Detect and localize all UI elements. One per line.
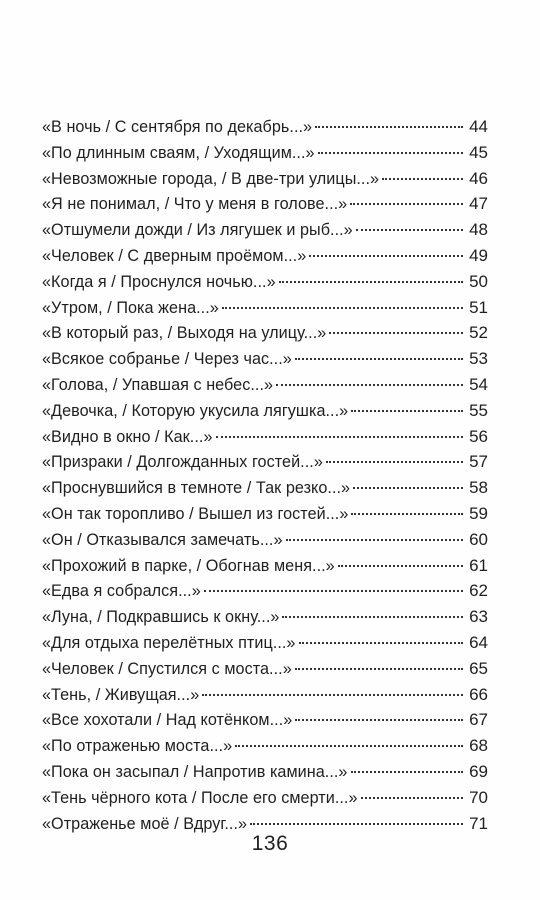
toc-dot-leader <box>204 590 463 592</box>
toc-entry-page-number: 58 <box>469 478 488 498</box>
toc-dot-leader <box>309 255 463 257</box>
toc-dot-leader <box>295 719 463 721</box>
toc-entry <box>42 140 488 166</box>
toc-entry <box>42 243 488 269</box>
toc-entry <box>42 217 488 243</box>
toc-entry-page-number: 44 <box>469 117 488 136</box>
toc-entry-title: «Видно в окно / Как...» <box>42 427 213 446</box>
toc-entry-title: «Отраженье моё / Вдруг...» <box>42 814 248 833</box>
toc-entry-title: «Он / Отказывался замечать...» <box>42 530 283 549</box>
toc-entry <box>42 682 488 708</box>
toc-entry-page-number: 59 <box>469 503 488 523</box>
toc-entry-page-number: 57 <box>469 452 488 472</box>
toc-entry-title: «Невозможные города, / В две-три улицы...» <box>42 169 380 188</box>
toc-entry-page-number: 65 <box>469 658 488 678</box>
toc-dot-leader <box>338 565 463 567</box>
toc-dot-leader <box>295 358 463 360</box>
toc-entry <box>42 398 488 424</box>
toc-dot-leader <box>235 745 463 747</box>
toc-entry-title: «Едва я собрался...» <box>42 582 201 601</box>
toc-entry-title: «Когда я / Проснулся ночью...» <box>42 272 276 291</box>
toc-entry-title: «Всякое собранье / Через час...» <box>42 350 292 369</box>
toc-dot-leader <box>286 539 463 541</box>
toc-dot-leader <box>279 281 463 283</box>
toc-entry-title: «По длинным сваям, / Уходящим...» <box>42 143 315 162</box>
toc-entry <box>42 372 488 398</box>
toc-entry-page-number: 68 <box>469 736 488 756</box>
toc-entry-title: «Человек / Спустился с моста...» <box>42 659 292 678</box>
toc-entry <box>42 707 488 733</box>
toc-entry-title: «Луна, / Подкравшись к окну...» <box>42 608 280 627</box>
toc-entry-title: «Человек / С дверным проёмом...» <box>42 246 307 265</box>
toc-dot-leader <box>353 487 463 489</box>
toc-dot-leader <box>326 461 463 463</box>
toc-entry <box>42 553 488 579</box>
toc-entry <box>42 191 488 217</box>
toc-entry-title: «Прохожий в парке, / Обогнав меня...» <box>42 556 335 575</box>
toc-dot-leader <box>299 642 464 644</box>
toc-entry-title: «Я не понимал, / Что у меня в голове...» <box>42 195 348 214</box>
toc-entry-title: «Он так торопливо / Вышел из гостей...» <box>42 504 349 523</box>
toc-entry-page-number: 48 <box>469 220 488 240</box>
toc-entry-title: «Девочка, / Которую укусила лягушка...» <box>42 401 349 420</box>
toc-entry-title: «Проснувшийся в темноте / Так резко...» <box>42 479 351 498</box>
toc-entry-page-number: 52 <box>469 323 488 343</box>
table-of-contents <box>42 114 488 836</box>
toc-entry-page-number: 53 <box>469 349 488 369</box>
toc-dot-leader <box>351 771 464 773</box>
toc-entry-title: «В ночь / С сентября по декабрь...» <box>42 118 313 136</box>
toc-entry <box>42 114 488 140</box>
toc-entry-page-number: 54 <box>469 374 488 394</box>
toc-dot-leader <box>216 436 463 438</box>
toc-dot-leader <box>351 513 463 515</box>
toc-entry-page-number: 67 <box>469 710 488 730</box>
toc-entry <box>42 733 488 759</box>
toc-entry-page-number: 47 <box>469 194 488 214</box>
toc-entry-title: «Все хохотали / Над котёнком...» <box>42 711 293 730</box>
toc-dot-leader <box>361 797 463 799</box>
toc-entry-title: «Тень, / Живущая...» <box>42 685 200 704</box>
toc-entry <box>42 759 488 785</box>
toc-dot-leader <box>276 384 463 386</box>
toc-entry <box>42 320 488 346</box>
toc-entry <box>42 630 488 656</box>
toc-dot-leader <box>329 332 463 334</box>
toc-entry <box>42 501 488 527</box>
toc-entry <box>42 785 488 811</box>
toc-entry-page-number: 60 <box>469 529 488 549</box>
toc-entry <box>42 656 488 682</box>
toc-dot-leader <box>295 668 463 670</box>
toc-entry-title: «Тень чёрного кота / После его смерти...» <box>42 788 358 807</box>
toc-entry <box>42 346 488 372</box>
toc-dot-leader <box>282 616 463 618</box>
toc-dot-leader <box>351 410 463 412</box>
toc-entry-page-number: 46 <box>469 168 488 188</box>
toc-entry-page-number: 63 <box>469 607 488 627</box>
toc-entry <box>42 424 488 450</box>
toc-dot-leader <box>202 694 463 696</box>
toc-entry <box>42 475 488 501</box>
toc-entry-title: «Призраки / Долгожданных гостей...» <box>42 453 323 472</box>
toc-entry-page-number: 64 <box>469 632 488 652</box>
toc-dot-leader <box>222 307 463 309</box>
toc-dot-leader <box>350 203 463 205</box>
page-number: 136 <box>251 832 289 855</box>
toc-entry-title: «Голова, / Упавшая с небес...» <box>42 375 274 394</box>
toc-entry-page-number: 69 <box>469 761 488 781</box>
toc-entry-page-number: 49 <box>469 245 488 265</box>
toc-entry-title: «В который раз, / Выходя на улицу...» <box>42 324 327 343</box>
toc-entry-title: «Утром, / Пока жена...» <box>42 298 219 317</box>
toc-entry <box>42 604 488 630</box>
toc-entry <box>42 295 488 321</box>
toc-dot-leader <box>250 823 463 825</box>
toc-entry-page-number: 45 <box>469 142 488 162</box>
toc-entry-page-number: 71 <box>469 813 488 833</box>
toc-entry-page-number: 62 <box>469 581 488 601</box>
toc-entry <box>42 269 488 295</box>
toc-entry <box>42 578 488 604</box>
toc-entry <box>42 527 488 553</box>
toc-entry-title: «По отраженью моста...» <box>42 737 233 756</box>
toc-dot-leader <box>315 126 463 128</box>
toc-entry-title: «Отшумели дожди / Из лягушек и рыб...» <box>42 221 353 240</box>
toc-entry-title: «Для отдыха перелётных птиц...» <box>42 633 296 652</box>
toc-entry-title: «Пока он засыпал / Напротив камина...» <box>42 762 348 781</box>
toc-dot-leader <box>382 178 463 180</box>
toc-entry-page-number: 55 <box>469 400 488 420</box>
toc-entry-page-number: 66 <box>469 684 488 704</box>
toc-dot-leader <box>318 152 463 154</box>
toc-entry-page-number: 70 <box>469 787 488 807</box>
toc-entry-page-number: 50 <box>469 271 488 291</box>
toc-entry <box>42 449 488 475</box>
toc-entry-page-number: 56 <box>469 426 488 446</box>
toc-dot-leader <box>356 229 463 231</box>
toc-entry-page-number: 61 <box>469 555 488 575</box>
toc-entry <box>42 166 488 192</box>
toc-entry-page-number: 51 <box>469 297 488 317</box>
